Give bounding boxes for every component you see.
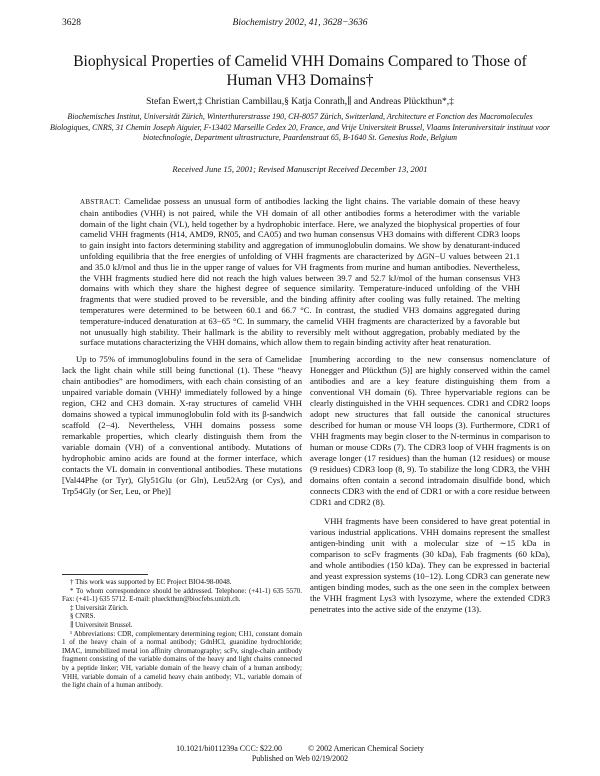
abstract	[80, 196, 520, 348]
page-footer	[62, 744, 538, 763]
right-column	[310, 354, 550, 615]
footnote-divider	[62, 574, 148, 575]
published-date: Published on Web 02/19/2002	[251, 753, 349, 763]
footnotes	[62, 578, 302, 690]
body-paragraph: VHH fragments have been considered to have great potential in various industrial applications. VHH domains represent the smallest antigen-binding unit with a molecular size of ∼15 kDa in comparison to scFv fragments (30 kDa), Fab fragments (60 kDa), and whole antibodies (150 kDa). They can be expressed in bacterial and yeast expression systems (10−12). Long CDR3 can generate new antigen binding modes, such as the one seen in the complex between the VHH fragment Lys3 with lysozyme, where the extended CDR3 penetrates into the active side of the enzyme (13).	[310, 516, 550, 614]
footnote: § CNRS.	[70, 612, 96, 621]
body-paragraph: [numbering according to the new consensus nomenclature of Honegger and Plückthun (5)] are highly conserved within the camel antibodies and are a key feature distinguishing them from a conventional VH domain (6). Three hypervariable regions can be clearly distinguished in the VHH sequences. CDR1 and CDR2 loops adopt new structures that fall outside the canonical structures described for human or mouse VH loops (3). Furthermore, CDR1 of VHH fragments may begin closer to the N-terminus in comparison to human or mouse CDRs (7). The CDR3 loop of VHH fragments is on average longer (17 residues) than the human (12 residues) or mouse (9 residues) CDR3 loop (8, 9). To stabilize the long CDR3, the VHH domains often contain a second intradomain disulfide bond, which connects CDR3 with the end of CDR1 or with a core residue between CDR1 and CDR2 (8).	[310, 354, 550, 507]
running-header	[62, 18, 538, 32]
left-column	[62, 354, 302, 497]
footnote: ∥ Universiteit Brussel.	[70, 620, 133, 629]
footnote: * To whom correspondence should be addressed. Telephone: (+41-1) 635 5570. Fax: (+41-1) 635 5712. E-mail: plueckthun@biocfebs.unizh.ch.	[62, 586, 302, 604]
abstract-label: ABSTRACT:	[80, 198, 121, 206]
footnote: ‡ Universität Zürich.	[70, 603, 129, 612]
copyright-line: © 2002 American Chemical Society	[308, 744, 424, 753]
article-title: Biophysical Properties of Camelid VHH Domains Compared to Those of Human VH3 Domains†	[73, 53, 527, 89]
footnote: † This work was supported by EC Project BIO4-98-0048.	[70, 578, 232, 586]
journal-citation: Biochemistry 2002, 41, 3628−3636	[232, 18, 368, 28]
page-number: 3628	[62, 18, 81, 28]
doi-line: 10.1021/bi011239a CCC: $22.00	[176, 744, 283, 753]
intro-paragraph: Up to 75% of immunoglobulins found in the sera of Camelidae lack the light chain while still being functional (1). These “heavy chain antibodies” are homodimers, with each chain consisting of an unpaired variable domain (VHH)¹ immediately followed by a hinge region, CH2 and CH3 domain. X-ray structures of camelid VHH domains showed a typical immunoglobulin fold with its β-sandwich scaffold (2−4). Nevertheless, VHH domains possess some remarkable properties, which clearly distinguish them from the variable domain (VH) of a conventional antibody. Mutations of hydrophobic amino acids are found at the former interface, which contacts the VL domain in conventional antibodies. These mutations [Val44Phe (or Tyr), Gly51Glu (or Gln), Leu52Arg (or Cys), and Trp54Gly (or Ser, Leu, or Phe)]	[62, 354, 302, 496]
abstract-text: Camelidae possess an unusual form of antibodies lacking the light chains. The variable domain of these heavy chain antibodies (VHH) is not paired, while the VH domain of all other antibodies forms a heterodimer with the variable domain of the light chain (VL), held together by a hydrophobic interface. Here, we analyzed the biophysical properties of four camelid VHH fragments (H14, AMD9, RN05, and CA05) and two human consensus VH3 domains with different CDR3 loops to gain insight into factors determining stability and aggregation of immunoglobulin domains. We show by denaturant-induced unfolding equilibria that the free energies of unfolding of VHH fragments are characterized by ΔGN−U values between 21.1 and 35.0 kJ/mol and thus lie in the upper range of values for VH fragments from murine and human antibodies. Nevertheless, the VHH fragments studied here did not reach the high values between 39.7 and 52.7 kJ/mol of the human consensus VH3 domains with which they share the highest degree of sequence similarity. Temperature-induced unfolding of the VHH fragments that were studied proved to be reversible, and the binding affinity after cooling was fully retained. The melting temperatures were determined to be between 60.1 and 66.7 °C. In contrast, the studied VH3 domains aggregated during temperature-induced denaturation at 63−65 °C. In summary, the camelid VHH fragments are characterized by a favorable but not unusually high stability. Their hallmark is the ability to reversibly melt without aggregation, probably mediated by the surface mutations characterizing the VHH domains, which allow them to regain binding activity after heat renaturation.	[80, 196, 520, 348]
received-dates: Received June 15, 2001; Revised Manuscript Received December 13, 2001	[172, 164, 428, 174]
footnote: ¹ Abbreviations: CDR, complementary determining region; CH1, constant domain 1 of the heavy chain of a normal antibody; GdnHCl, guanidine hydrochloride; IMAC, immobilized metal ion affinity chromatography; scFv, single-chain antibody fragment consisting of the variable domains of the heavy and light chains connected by a peptide linker; VH, variable domain of the heavy chain of a human antibody; VHH, variable domain of a camelid heavy chain antibody; VL, variable domain of the light chain of a human antibody.	[62, 629, 302, 690]
affiliations: Biochemisches Institut, Universität Zürich, Winterthurerstrasse 190, CH-8057 Zürich, Switzerland, Architecture et Fonction des Macromolecules Biologiques, CNRS, 31 Chemin Joseph Aiguier, F-13402 Marseille Cedex 20, France, and Vrije Universiteit Brussel, Vlaams Interuniversitair instituut voor biotechnologie, Department ultrastructure, Paardenstraat 65, B-1640 St. Genesius Rode, Belgium	[49, 112, 551, 142]
author-list: Stefan Ewert,‡ Christian Cambillau,§ Katja Conrath,∥ and Andreas Plückthun*,‡	[146, 97, 454, 107]
